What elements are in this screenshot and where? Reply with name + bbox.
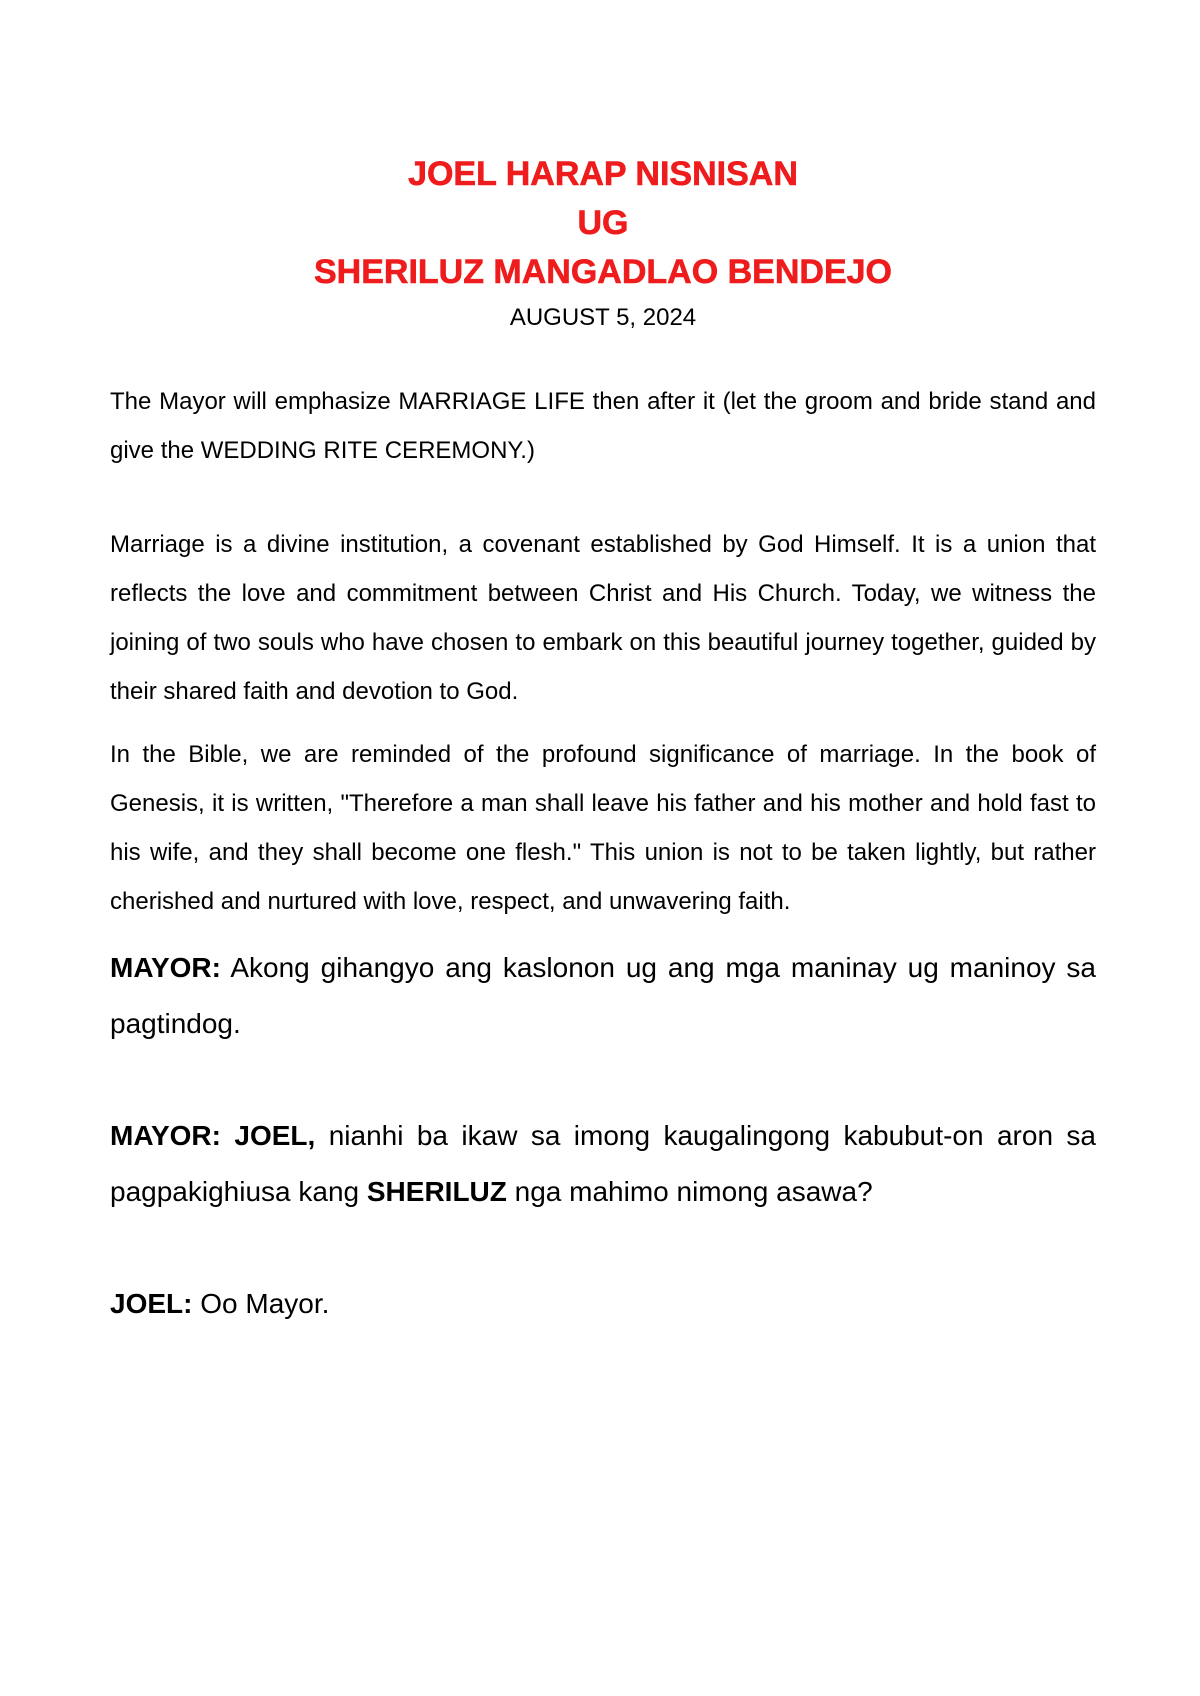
- conjunction-heading: UG: [577, 204, 629, 242]
- speaker-label: JOEL:: [110, 1288, 193, 1319]
- dialogue-line-joel-answer: [110, 1276, 1096, 1332]
- dialogue-line-mayor-request: [110, 940, 1096, 1052]
- groom-name: JOEL,: [220, 1120, 316, 1151]
- dialogue-text: Akong gihangyo ang kaslonon ug ang mga maninay ug maninoy sa pagtindog.: [110, 952, 1096, 1039]
- bride-name-heading: SHERILUZ MANGADLAO BENDEJO: [313, 253, 893, 291]
- dialogue-text: nianhi ba ikaw sa imong kaugalingong kabubut-on aron sa pagpakighiusa kang: [110, 1120, 1096, 1207]
- paragraph-bible-genesis: In the Bible, we are reminded of the profound significance of marriage. In the book of Genesis, it is written, "Therefore a man shall leave his father and his mother and hold fast to his wife, and they shall become one flesh." This union is not to be taken lightly, but rather cherished and nurtured with love, respect, and unwavering faith.: [110, 741, 1096, 915]
- dialogue-text: nga mahimo nimong asawa?: [506, 1176, 873, 1207]
- dialogue-line-mayor-question: [110, 1108, 1096, 1220]
- bride-name: SHERILUZ: [366, 1176, 507, 1207]
- intro-instruction: The Mayor will emphasize MARRIAGE LIFE then after it (let the groom and bride stand and give the WEDDING RITE CEREMONY.): [110, 388, 1096, 464]
- speaker-label: MAYOR:: [110, 1120, 221, 1151]
- groom-name-heading: JOEL HARAP NISNISAN: [408, 155, 798, 193]
- paragraph-divine-institution: Marriage is a divine institution, a covenant established by God Himself. It is a union that reflects the love and commitment between Christ and His Church. Today, we witness the joining of two souls who have chosen to embark on this beautiful journey together, guided by their shared faith and devotion to God.: [110, 531, 1096, 705]
- ceremony-date: AUGUST 5, 2024: [509, 304, 697, 331]
- speaker-label: MAYOR:: [110, 952, 221, 983]
- document-page: [110, 150, 1096, 1332]
- dialogue-text: Oo Mayor.: [192, 1288, 330, 1319]
